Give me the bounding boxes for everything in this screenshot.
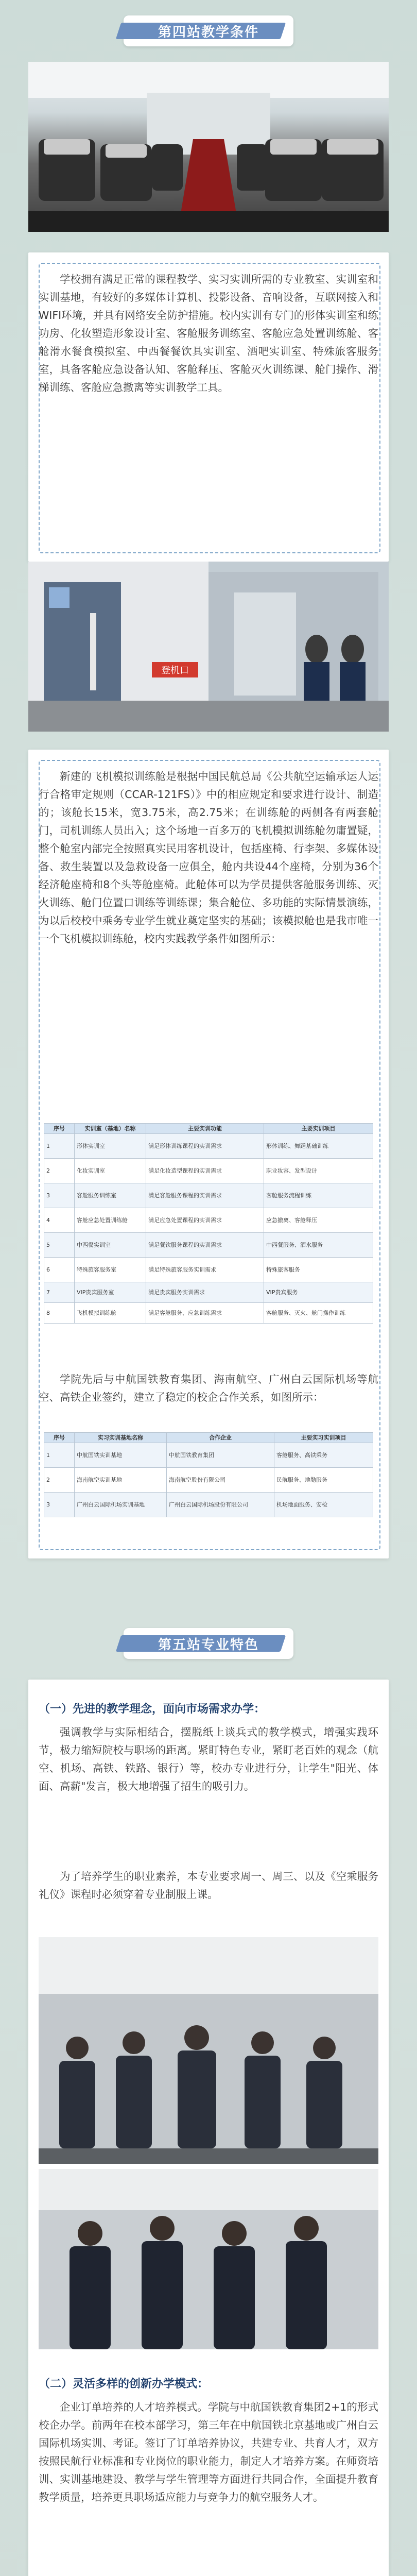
feature-paragraph-2: 为了培养学生的职业素养，本专业要求周一、周三、以及《空乘服务礼仪》课程时必须穿着专业制服上课。 [39, 1870, 378, 1901]
table-cell: 客舱服务、灭火、舱门操作训练 [264, 1303, 373, 1324]
table-cell: 满足应急处置课程的实训需求 [146, 1208, 264, 1233]
table-cell: 特殊旅客服务 [264, 1258, 373, 1282]
students-illustration [39, 1937, 378, 2164]
boarding-door-photo [28, 562, 389, 732]
table-cell: 满足特殊旅客服务实训需求 [146, 1258, 264, 1282]
facilities-table [44, 1123, 373, 1324]
table-cell: 满足客舱服务、应急训练需求 [146, 1303, 264, 1324]
table-cell: 形体训练、舞蹈基础训练 [264, 1134, 373, 1159]
table-cell: 满足形体训练课程的实训需求 [146, 1134, 264, 1159]
table-cell: 3 [44, 1493, 75, 1517]
feature-heading-1: （一）先进的教学理念，面向市场需求办学： [39, 1703, 266, 1716]
table-cell: 3 [44, 1183, 75, 1208]
table-cell: 客舱应急处置训练舱 [75, 1208, 146, 1233]
table-row [44, 1443, 373, 1468]
corridor-illustration [39, 2169, 378, 2349]
feature-paragraph-1: 强调教学与实际相结合，摆脱纸上谈兵式的教学模式，增强实践环节，极力缩短院校与职场的距离。紧盯特色专业，紧盯老百姓的观念（航空、机场、高铁、铁路、银行）等，校办专业进行分，让学生"阳光、体面、高薪"发言，极大地增强了招生的吸引力。 [39, 1726, 378, 1792]
table-header: 实训室（基地）名称 [75, 1124, 146, 1134]
table-row [44, 1468, 373, 1493]
table-row [44, 1258, 373, 1282]
table-cell: 满足客舱服务课程的实训需求 [146, 1183, 264, 1208]
cabin-illustration [28, 62, 389, 232]
table-cell: 2 [44, 1468, 75, 1493]
table-row [44, 1183, 373, 1208]
section5-title [124, 1628, 293, 1659]
table-cell: 8 [44, 1303, 75, 1324]
table-cell: 1 [44, 1443, 75, 1468]
table-cell: 特殊旅客服务室 [75, 1258, 146, 1282]
table-cell: 1 [44, 1134, 75, 1159]
table-cell: 机场地面服务、安检 [274, 1493, 373, 1517]
table-cell: 飞机模拟训练舱 [75, 1303, 146, 1324]
table-cell: 化妆实训室 [75, 1159, 146, 1183]
table-cell: VIP贵宾服务 [264, 1282, 373, 1303]
table-cell: 广州白云国际机场实训基地 [75, 1493, 167, 1517]
table-cell: 中航国铁实训基地 [75, 1443, 167, 1468]
table-cell: 海南航空实训基地 [75, 1468, 167, 1493]
table-cell: 中航国铁教育集团 [167, 1443, 274, 1468]
cooperation-paragraph: 学院先后与中航国铁教育集团、海南航空、广州白云国际机场等航空、高铁企业签约，建立了稳定的校企合作关系，如图所示： [39, 1373, 378, 1403]
table-cell: 满足餐饮服务课程的实训需求 [146, 1233, 264, 1258]
table-header: 序号 [44, 1124, 75, 1134]
table-header: 实习实训基地名称 [75, 1433, 167, 1443]
table-cell: VIP贵宾服务室 [75, 1282, 146, 1303]
table-cell: 客舱服务流程训练 [264, 1183, 373, 1208]
table-header-row [44, 1124, 373, 1134]
boarding-door-illustration [28, 562, 389, 732]
section4-title-text: 第四站教学条件 [158, 24, 259, 40]
table-cell: 满足化妆造型课程的实训需求 [146, 1159, 264, 1183]
table-cell: 满足贵宾服务实训需求 [146, 1282, 264, 1303]
table-cell: 6 [44, 1258, 75, 1282]
table-row [44, 1159, 373, 1183]
table-header: 主要实习实训项目 [274, 1433, 373, 1443]
table-row [44, 1282, 373, 1303]
table-header: 序号 [44, 1433, 75, 1443]
table-row [44, 1493, 373, 1517]
table-cell: 客舱服务训练室 [75, 1183, 146, 1208]
corridor-students-photo [39, 2169, 378, 2349]
table-cell: 2 [44, 1159, 75, 1183]
table-cell: 应急撤离、客舱释压 [264, 1208, 373, 1233]
uniform-students-photo [39, 1937, 378, 2164]
table-cell: 中西餐实训室 [75, 1233, 146, 1258]
section5-title-text: 第五站专业特色 [158, 1637, 259, 1653]
training-cabin-paragraph: 新建的飞机模拟训练舱是根据中国民航总局《公共航空运输承运人运行合格审定规则（CCAR-121FS）》中的相应规定和要求进行设计、制造的；该舱长15米，宽3.75米，高2.75米；在训练舱的两侧各有两套舱门，司机训练人员出入；这个场地一百多万的飞机模拟训练舱勿庸置疑，整个舱室内部完全按照真实民用客机设计，包括座椅、行李架、多媒体设备、救生装置以及急救设备一应俱全，舱内共设44个座椅，分别为36个经济舱座椅和8个头等舱座椅。此舱体可以为学员提供客舱服务训练、灭火训练、舱门位置口训练等训练课；集合舱位、多功能的实际情景演练，为以后校校中乘务专业学生就业奠定坚实的基础；该模拟舱也是我市唯一一个飞机模拟训练舱，校内实践教学条件如图所示： [39, 770, 378, 945]
cabin-photo [28, 62, 389, 232]
table-cell: 7 [44, 1282, 75, 1303]
table-cell: 海南航空股份有限公司 [167, 1468, 274, 1493]
table-cell: 形体实训室 [75, 1134, 146, 1159]
section4-title [124, 15, 293, 46]
table-cell: 中西餐服务、酒水服务 [264, 1233, 373, 1258]
feature-heading-2: （二）灵活多样的创新办学模式： [39, 2378, 209, 2391]
table-cell: 广州白云国际机场股份有限公司 [167, 1493, 274, 1517]
facilities-paragraph: 学校拥有满足正常的课程教学、实习实训所需的专业教室、实训室和实训基地，有较好的多媒体计算机、投影设备、音响设备，互联网接入和WIFI环境，并具有网络安全防护措施。校内实训有专门的形体实训室和练功房、化妆塑造形象设计室、客舱服务训练室、客舱应急处置训练舱、客舱滑水餐食模拟室、中西餐餐饮具实训室、酒吧实训室、特殊旅客服务室，具备客舱应急设备认知、客舱释压、客舱灭火训练课、舱门操作、滑梯训练、客舱应急撤离等实训教学工具。 [39, 273, 378, 394]
table-row [44, 1208, 373, 1233]
feature-paragraph-3: 企业订单培养的人才培养模式。学院与中航国铁教育集团2+1的形式校企办学。前两年在校本部学习，第三年在中航国铁北京基地或广州白云国际机场实训、考证。签订了订单培养协议，共建专业、共育人才，双方按照民航行业标准和专业岗位的职业能力，制定人才培养方案。在师资培训、实训基地建设、教学与学生管理等方面进行共同合作，全面提升教育教学质量，培养更具职场适应能力与竞争力的航空服务人才。 [39, 2401, 378, 2503]
table-row [44, 1303, 373, 1324]
cooperation-table [44, 1432, 373, 1517]
table-row [44, 1134, 373, 1159]
table-header: 主要实训项目 [264, 1124, 373, 1134]
table-cell: 职业妆容、发型设计 [264, 1159, 373, 1183]
table-header-row [44, 1433, 373, 1443]
table-cell: 4 [44, 1208, 75, 1233]
table-cell: 客舱服务、高铁乘务 [274, 1443, 373, 1468]
table-cell: 民航服务、地勤服务 [274, 1468, 373, 1493]
table-row [44, 1233, 373, 1258]
table-header: 合作企业 [167, 1433, 274, 1443]
table-cell: 5 [44, 1233, 75, 1258]
door-sign-text: 登机口 [161, 665, 189, 676]
table-header: 主要实训功能 [146, 1124, 264, 1134]
